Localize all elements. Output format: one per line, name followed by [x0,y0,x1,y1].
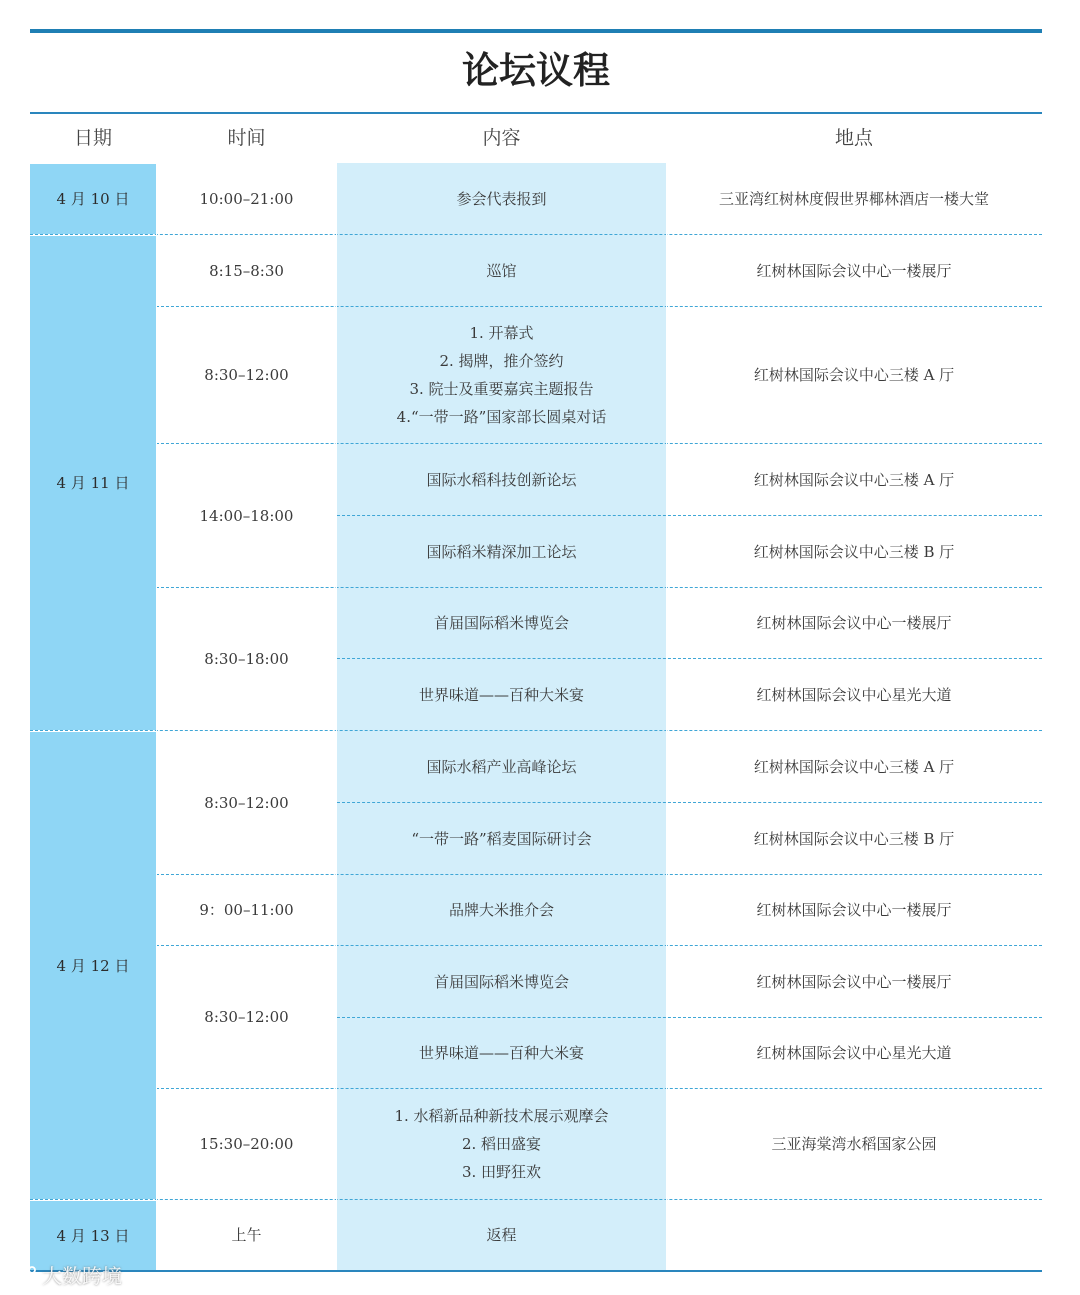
time-cell: 10:00–21:00 [199,190,294,208]
content-cell: 参会代表报到 [456,190,547,208]
location-cell: 红树林国际会议中心一楼展厅 [756,972,952,991]
content-line: 2. 稻田盛宴 [461,1135,542,1153]
time-cell: 8:30–12:00 [204,366,289,384]
content-cell: 品牌大米推介会 [448,901,554,919]
content-cell [337,307,666,443]
location-cell: 红树林国际会议中心三楼 A 厅 [753,757,955,776]
time-cell: 8:15–8:30 [209,261,284,280]
date-cell: 4 月 11 日 [56,474,130,492]
content-cell: 国际水稻科技创新论坛 [426,470,577,489]
location-cell: 红树林国际会议中心一楼展厅 [756,614,952,632]
date-cell: 4 月 12 日 [56,956,130,975]
content-cell: 返程 [486,1226,517,1244]
content-line: 2. 揭牌，推介签约 [439,352,564,370]
content-cell: 巡馆 [486,261,517,280]
location-cell: 三亚海棠湾水稻国家公园 [771,1135,937,1153]
content-cell [337,1089,666,1199]
time-cell: 14:00–18:00 [199,506,294,525]
content-cell: 世界味道——百种大米宴 [418,685,584,704]
header-date: 日期 [73,127,112,149]
time-cell: 上午 [231,1226,262,1244]
watermark-logo-icon [8,1264,36,1284]
time-cell: 9：00–11:00 [199,901,294,919]
date-cell: 4 月 10 日 [56,190,130,208]
bottom-rule [30,1270,1042,1272]
content-cell: 首届国际稻米博览会 [433,972,569,991]
content-line: 3. 田野狂欢 [461,1163,542,1181]
content-line: 4.“一带一路”国家部长圆桌对话 [396,408,607,426]
content-cell: 世界味道——百种大米宴 [418,1044,584,1062]
header-content: 内容 [482,127,521,149]
location-cell: 红树林国际会议中心三楼 B 厅 [753,829,955,848]
content-line: 1. 开幕式 [469,324,534,342]
top-rule [30,29,1042,33]
location-cell: 红树林国际会议中心三楼 A 厅 [753,366,955,384]
time-cell: 15:30–20:00 [199,1135,294,1153]
date-top-dash [30,162,156,163]
location-cell: 红树林国际会议中心一楼展厅 [756,261,952,280]
page-title: 论坛议程 [462,49,610,92]
watermark-text: 大数跨境 [42,1263,122,1288]
date-cell: 4 月 13 日 [56,1226,130,1245]
watermark [8,1259,122,1289]
location-cell: 红树林国际会议中心三楼 B 厅 [753,542,955,561]
time-cell: 8:30–12:00 [204,1008,289,1026]
content-cell: “一带一路”稻麦国际研讨会 [411,829,592,848]
time-cell: 8:30–18:00 [204,650,289,668]
time-cell: 8:30–12:00 [204,793,289,812]
location-cell: 红树林国际会议中心三楼 A 厅 [753,470,955,489]
header-location: 地点 [834,127,873,149]
content-line: 1. 水稻新品种新技术展示观摩会 [394,1107,609,1125]
content-cell: 首届国际稻米博览会 [433,614,569,632]
content-cell: 国际水稻产业高峰论坛 [426,757,577,776]
location-cell: 红树林国际会议中心星光大道 [756,685,952,704]
location-cell: 三亚湾红树林度假世界椰林酒店一楼大堂 [718,190,989,208]
location-cell: 红树林国际会议中心一楼展厅 [756,901,952,919]
header-time: 时间 [227,127,266,149]
location-cell: 红树林国际会议中心星光大道 [756,1044,952,1062]
content-cell: 国际稻米精深加工论坛 [426,542,577,561]
content-line: 3. 院士及重要嘉宾主题报告 [409,380,594,398]
